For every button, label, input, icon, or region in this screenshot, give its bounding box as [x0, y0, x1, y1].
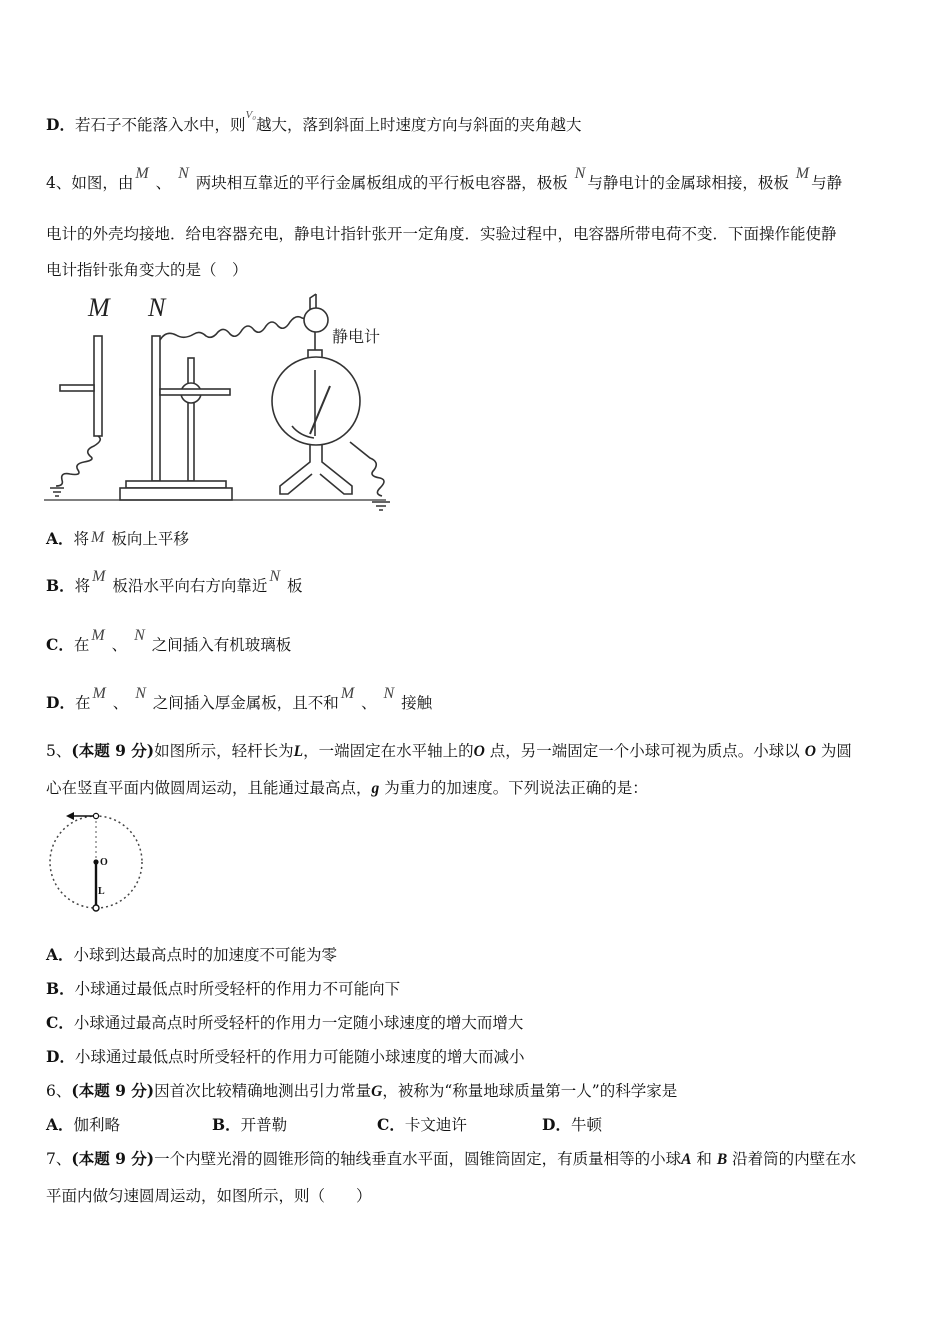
arrow-head [66, 812, 74, 820]
stem-text: 和 [696, 1150, 712, 1168]
option-text: 卡文迪许 [404, 1116, 467, 1134]
stand-base-plate [120, 488, 232, 500]
question-number: 7、 [46, 1150, 72, 1168]
ball-bottom [93, 905, 99, 911]
var-N: N [574, 165, 586, 182]
q5-option-d [46, 1046, 524, 1068]
stand-arm [160, 389, 230, 395]
q6-option-a [46, 1114, 120, 1136]
wire-n-to-meter [160, 294, 316, 340]
ground-wire-meter [350, 442, 384, 496]
option-letter: A． [46, 529, 74, 548]
option-letter: D． [46, 1047, 75, 1066]
option-text: 、 [361, 694, 377, 712]
label-n: N [148, 293, 166, 322]
question-number: 5、 [46, 742, 72, 760]
var-N: N [383, 685, 395, 702]
var-v0: V₀ [245, 109, 257, 121]
var-L: L [293, 743, 304, 760]
plate-m-handle [60, 385, 94, 391]
var-N: N [269, 568, 281, 585]
var-O: O [473, 743, 485, 760]
var-G: G [371, 1083, 383, 1100]
option-text: 开普勒 [240, 1116, 288, 1134]
meter-leg-left [280, 445, 312, 494]
circular-motion-figure [46, 810, 156, 920]
score-tag: (本题 9 分) [71, 1081, 155, 1100]
option-text: 之间插入有机玻璃板 [151, 636, 292, 654]
option-letter: D． [46, 115, 75, 134]
stem-text: 与静 [811, 174, 843, 192]
var-M: M [92, 685, 106, 702]
q5-option-b [46, 978, 400, 1000]
q4-option-d [46, 685, 433, 715]
var-g: g [371, 780, 380, 797]
var-M: M [135, 165, 149, 182]
option-text: 牛顿 [570, 1116, 602, 1134]
stem-text: 沿着筒的内壁在水 [732, 1150, 857, 1168]
option-text: 若石子不能落入水中，则 [74, 116, 246, 134]
question-number: 6、 [46, 1082, 72, 1100]
q5-option-c [46, 1012, 523, 1034]
option-letter: D． [542, 1115, 571, 1134]
var-N: N [134, 627, 145, 644]
stem-text: 如图，由 [71, 174, 134, 192]
option-letter: B． [212, 1115, 241, 1134]
option-text: 伽利略 [73, 1116, 121, 1134]
option-letter: A． [46, 945, 74, 964]
var-M: M [92, 568, 106, 585]
stem-text: 点，另一端固定一个小球可视为质点。小球以 [489, 742, 800, 760]
label-l: L [98, 886, 105, 897]
q4-option-b [46, 568, 303, 598]
var-M: M [795, 165, 810, 182]
question-number: 4、 [46, 174, 72, 192]
ground-symbol-meter [372, 502, 390, 510]
stand-base [126, 481, 226, 488]
pivot-o [93, 859, 98, 864]
option-text: 在 [74, 694, 91, 712]
label-electrometer: 静电计 [332, 327, 381, 346]
q6-option-b [212, 1114, 287, 1136]
label-m: M [88, 293, 110, 322]
var-B: B [716, 1151, 728, 1168]
stem-text: 、 [155, 174, 172, 192]
option-text: 板向上平移 [111, 530, 189, 548]
capacitor-electrometer-figure [44, 290, 394, 515]
stem-text: 心在竖直平面内做圆周运动，且能通过最高点， [46, 779, 372, 797]
var-M: M [91, 529, 105, 546]
q5-stem-line1 [46, 740, 852, 763]
option-text: 之间插入厚金属板，且不和 [152, 694, 339, 712]
q6-stem [46, 1080, 677, 1103]
q5-option-a [46, 944, 337, 966]
q4-stem-line3: 电计指针张角变大的是（ ） [46, 261, 248, 279]
ground-wire-m [56, 436, 100, 486]
stem-text: ，一端固定在水平轴上的 [303, 742, 474, 760]
q6-option-c [377, 1114, 467, 1136]
option-text: 板沿水平向右方向靠近 [112, 577, 268, 595]
option-letter: C． [377, 1115, 405, 1134]
option-text: 接触 [401, 694, 433, 712]
option-letter: D． [46, 693, 75, 712]
meter-case [272, 357, 360, 445]
ground-symbol [50, 488, 64, 496]
q3-option-d [46, 109, 582, 138]
score-tag: (本题 9 分) [71, 1149, 155, 1168]
var-O: O [804, 743, 816, 760]
option-text: 小球到达最高点时的加速度不可能为零 [73, 946, 338, 964]
option-text: 小球通过最低点时所受轻杆的作用力可能随小球速度的增大而减小 [74, 1048, 525, 1066]
stem-text: 为圆 [820, 742, 852, 760]
meter-leg-right [320, 445, 352, 494]
stand-post [188, 358, 194, 481]
q7-stem-line1 [46, 1148, 856, 1171]
option-text: 、 [111, 636, 128, 654]
meter-ball [304, 308, 328, 332]
option-letter: B． [46, 576, 75, 595]
label-o: O [100, 857, 108, 868]
stem-text: 为重力的加速度。下列说法正确的是： [384, 779, 648, 797]
q4-option-a [46, 528, 189, 551]
option-text: 将 [73, 530, 90, 548]
score-tag: (本题 9 分) [71, 741, 155, 760]
stem-text: 两块相互靠近的平行金属板组成的平行板电容器，极板 [195, 174, 568, 192]
var-M: M [340, 685, 355, 702]
q4-option-c [46, 627, 292, 657]
stem-text: 如图所示，轻杆长为 [154, 742, 294, 760]
plate-m [94, 336, 102, 436]
var-A: A [681, 1151, 692, 1168]
option-text: 、 [112, 694, 129, 712]
var-N: N [135, 685, 146, 702]
option-text: 板 [287, 577, 303, 595]
q7-stem-line2: 平面内做匀速圆周运动，如图所示，则（ ） [46, 1187, 372, 1205]
option-text: 越大，落到斜面上时速度方向与斜面的夹角越大 [256, 116, 582, 134]
stem-text: 因首次比较精确地测出引力常量 [154, 1082, 372, 1100]
option-text: 小球通过最低点时所受轻杆的作用力不可能向下 [74, 980, 401, 998]
plate-n [152, 336, 160, 481]
var-N: N [178, 165, 189, 182]
option-letter: C． [46, 1013, 74, 1032]
option-text: 将 [74, 577, 91, 595]
stem-text: 一个内壁光滑的圆锥形筒的轴线垂直水平面，圆锥筒固定，有质量相等的小球 [154, 1150, 682, 1168]
stem-text: 与静电计的金属球相接，极板 [587, 174, 789, 192]
q4-stem-line1 [46, 165, 843, 195]
stem-text: ，被称为“称量地球质量第一人”的科学家是 [382, 1082, 678, 1100]
q5-stem-line2 [46, 777, 648, 800]
option-text: 小球通过最高点时所受轻杆的作用力一定随小球速度的增大而增大 [73, 1014, 524, 1032]
var-M: M [91, 627, 105, 644]
ball-top [93, 813, 98, 818]
option-letter: A． [46, 1115, 74, 1134]
q4-stem-line2: 电计的外壳均接地．给电容器充电，静电计指针张开一定角度．实验过程中，电容器所带电荷不变．下面操作能使静 [46, 225, 837, 243]
q6-option-d [542, 1114, 602, 1136]
option-letter: B． [46, 979, 75, 998]
option-letter: C． [46, 635, 74, 654]
option-text: 在 [73, 636, 90, 654]
